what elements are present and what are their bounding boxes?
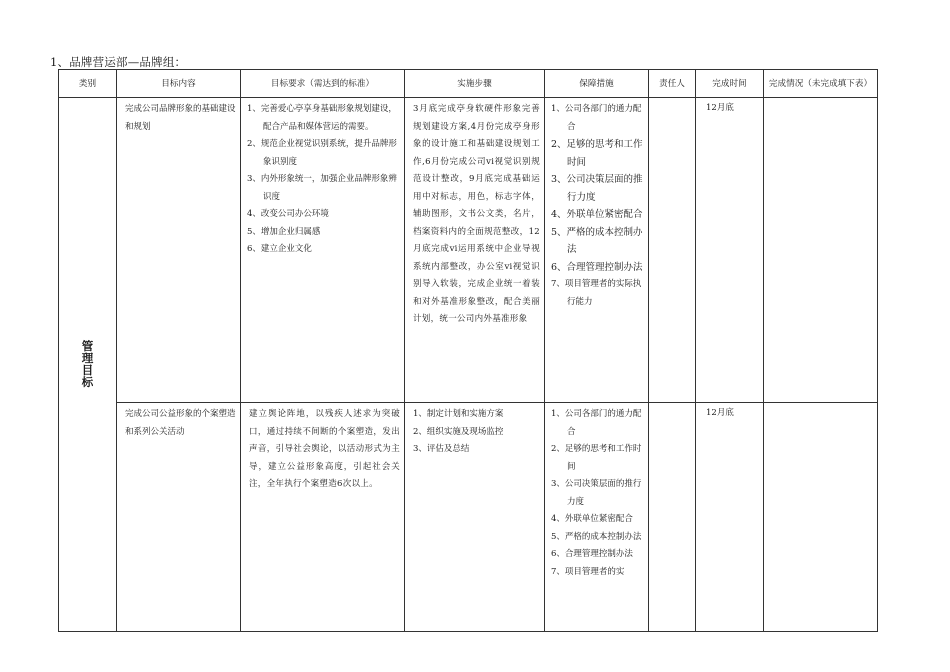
goal-table: [58, 69, 878, 632]
col-header-measures: 保障措施: [545, 70, 649, 98]
requirement-item: 2、规范企业视觉识别系统，提升品牌形象识别度: [247, 139, 397, 167]
step-item: 3、评估及总结: [413, 444, 470, 454]
col-header-content: 目标内容: [117, 70, 241, 98]
measure-item: 3、公司决策层面的推行力度: [551, 174, 643, 203]
owner-cell: [649, 98, 696, 403]
measures-list: [545, 98, 648, 311]
requirement-item: 3、内外形象统一，加强企业品牌形象辨识度: [247, 174, 397, 202]
goal-content: 完成公司品牌形象的基础建设和规划: [125, 104, 236, 132]
steps-cell: [405, 98, 545, 403]
table-row: [59, 403, 878, 632]
owner-cell: [649, 403, 696, 632]
measure-item: 2、足够的思考和工作时间: [551, 139, 643, 168]
measure-item: 4、外联单位紧密配合: [551, 209, 643, 220]
steps-cell: [405, 403, 545, 632]
measures-clip: [545, 403, 648, 627]
deadline-cell: [696, 98, 764, 403]
requirements-cell: [241, 98, 405, 403]
col-header-deadline: 完成时间: [696, 70, 764, 98]
requirement-item: 1、完善爱心亭享身基础形象规划建设，配合产品和媒体营运的需要。: [247, 104, 397, 132]
goal-content-cell: [117, 98, 241, 403]
measure-item: 1、公司各部门的通力配合: [551, 104, 642, 132]
measure-item: 1、公司各部门的通力配合: [551, 409, 642, 437]
measure-item: 5、严格的成本控制办法: [551, 226, 643, 255]
steps-text: 3月底完成亭身软硬件形象完善规划建设方案,4月份完成亭身形象的设计施工和基础建设规划工作,6月份完成公司vi视觉识别规范设计整改，9月底完成基础运用中对标志，用色，标志字体，辅助图形，文书公文类，名片，档案资料内的全面规范整改，12月底完成vi运用系统中企业导视系统内部整改，办公室vi视觉识别导入软装，完成企业统一着装和对外基准形象整改，配合美丽计划，统一公司内外基准形象: [413, 104, 540, 324]
requirement-item: 4、改变公司办公环境: [247, 209, 329, 219]
step-item: 2、组织实施及现场监控: [413, 426, 504, 437]
goal-content-cell: [117, 403, 241, 632]
status-cell: [764, 403, 878, 632]
requirements-text: 建立舆论阵地，以残疾人述求为突破口，通过持续不间断的个案塑造，发出声音，引导社会舆论，以活动形式为主导，建立公益形象高度，引起社会关注，全年执行个案塑造6次以上。: [249, 409, 400, 489]
table-row: [59, 98, 878, 403]
owner-value: [649, 98, 695, 101]
step-item: 1、制定计划和实施方案: [413, 409, 504, 419]
deadline-value: 12月底: [706, 103, 734, 113]
category-cell: [59, 98, 117, 632]
status-value: [764, 98, 877, 101]
measures-cell: [545, 98, 649, 403]
section-heading: 1、品牌营运部—品牌组：: [50, 55, 187, 69]
goal-content: 完成公司公益形象的个案塑造和系列公关活动: [125, 409, 236, 437]
deadline-value: 12月底: [706, 408, 734, 418]
measure-item: 4、外联单位紧密配合: [551, 514, 633, 524]
measure-item: 6、合理管理控制办法: [551, 261, 643, 273]
requirements-cell: [241, 403, 405, 632]
requirement-item: 6、建立企业文化: [247, 244, 312, 254]
steps-list: [405, 403, 544, 459]
owner-value: [649, 403, 695, 406]
col-header-status: 完成情况（未完成填下表）: [764, 70, 878, 98]
measures-list: [545, 403, 648, 581]
deadline-cell: [696, 403, 764, 632]
measure-item: 7、项目管理者的实际执行能力: [551, 279, 642, 307]
table-header-row: [59, 70, 878, 98]
measure-item: 6、合理管理控制办法: [551, 549, 633, 559]
col-header-owner: 责任人: [649, 70, 696, 98]
measure-item: 7、项目管理者的实: [551, 566, 625, 577]
status-value: [764, 403, 877, 406]
category-label: 管理目标: [81, 338, 94, 389]
measure-item: 3、公司决策层面的推行力度: [551, 479, 642, 507]
col-header-requirements: 目标要求（需达到的标准）: [241, 70, 405, 98]
col-header-category: 类别: [59, 70, 117, 98]
requirement-item: 5、增加企业归属感: [247, 226, 321, 237]
measure-item: 2、足够的思考和工作时间: [551, 444, 642, 472]
status-cell: [764, 98, 878, 403]
measure-item: 5、严格的成本控制办法: [551, 531, 642, 542]
col-header-steps: 实施步骤: [405, 70, 545, 98]
requirements-list: [241, 98, 404, 259]
measures-cell: [545, 403, 649, 632]
